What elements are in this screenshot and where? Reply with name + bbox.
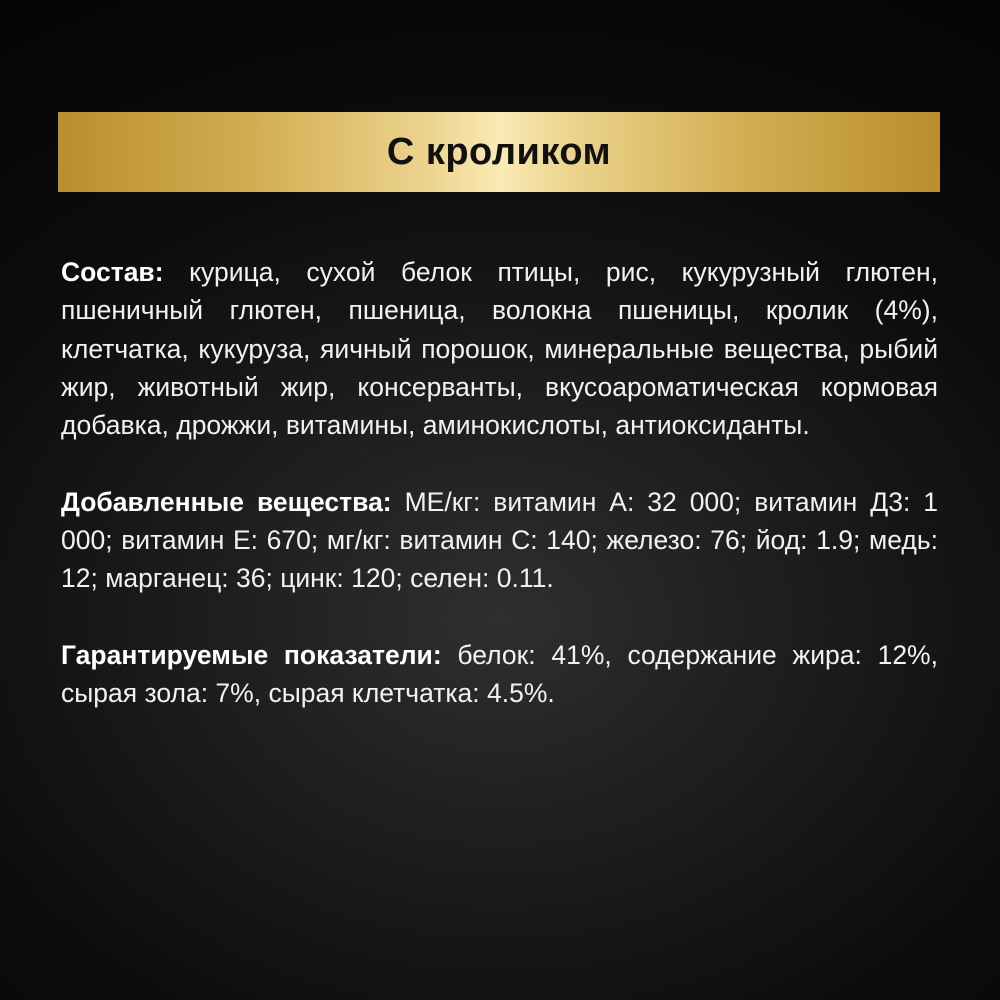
additives-section xyxy=(61,483,938,598)
composition-label: Состав: xyxy=(61,257,164,287)
title-banner xyxy=(58,112,940,192)
additives-label: Добавленные вещества: xyxy=(61,486,392,517)
composition-section xyxy=(61,253,938,444)
guaranteed-text: белок: 41%, содержание жира: 12%, сырая зола: 7%, сырая клетчатка: 4.5%. xyxy=(61,639,938,709)
product-info xyxy=(61,253,938,713)
composition-text: курица, сухой белок птицы, рис, кукурузный глютен, пшеничный глютен, пшеница, волокна пшеницы, кролик (4%), клетчатка, кукуруза, яичный порошок, минеральные вещества, рыбий жир, животный жир, консерванты, вкусоароматическая кормовая добавка, дрожжи, витамины, аминокислоты, антиоксиданты. xyxy=(61,257,938,441)
additives-text: МЕ/кг: витамин А: 32 000; витамин Д3: 1 000; витамин Е: 670; мг/кг: витамин С: 140; железо: 76; йод: 1.9; медь: 12; марганец: 36; цинк: 120; селен: 0.11. xyxy=(61,486,938,594)
guaranteed-label: Гарантируемые показатели: xyxy=(61,639,442,670)
banner-title: С кроликом xyxy=(386,130,612,173)
guaranteed-section xyxy=(61,636,938,713)
